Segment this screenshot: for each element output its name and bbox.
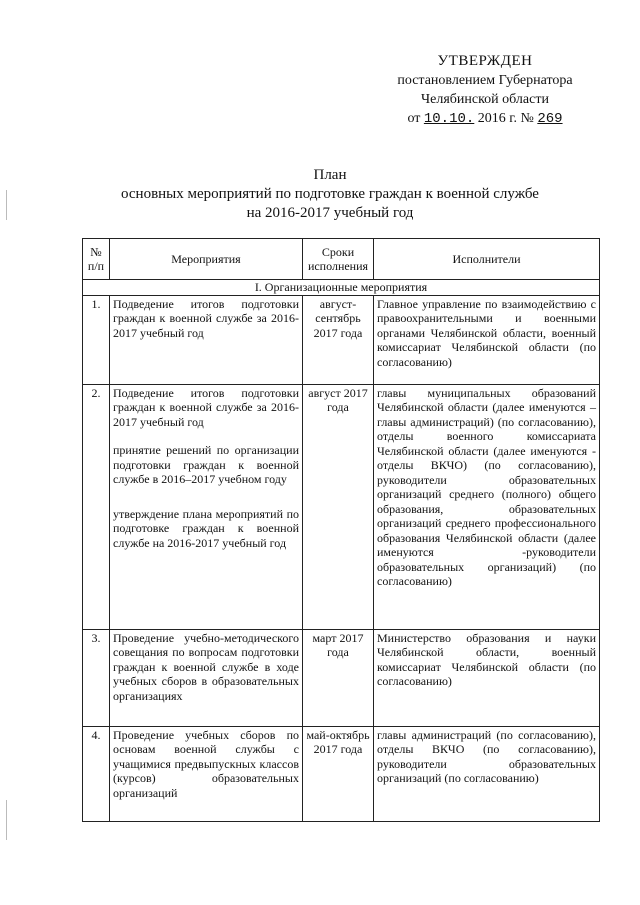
- approval-year-label: 2016 г. №: [477, 111, 534, 126]
- row-event: утверждение плана мероприятий по подготовке граждан к военной службе на 2016-2017 учебный год: [113, 506, 299, 550]
- approval-date-prefix: от: [407, 111, 421, 126]
- row-event: Подведение итогов подготовки граждан к военной службе за 2016-2017 учебный год: [110, 295, 303, 384]
- plan-subtitle-2: на 2016-2017 учебный год: [246, 205, 414, 221]
- row-executors: Министерство образования и науки Челябинской области, военный комиссариат Челябинской области (по согласованию): [374, 629, 600, 726]
- section-row: [83, 280, 600, 296]
- row-term: май-октябрь 2017 года: [303, 726, 374, 821]
- table-row: [83, 295, 600, 384]
- approval-number: 269: [537, 111, 563, 127]
- row-term: март 2017 года: [303, 629, 374, 726]
- plan-title: План: [313, 167, 347, 183]
- header-terms: Сроки исполнения: [303, 239, 374, 280]
- table-row: [83, 726, 600, 821]
- approval-line-1: постановлением Губернатора: [397, 73, 573, 88]
- row-term: август-сентябрь 2017 года: [303, 295, 374, 384]
- scan-margin-mark: [6, 190, 7, 220]
- row-event: Проведение учебных сборов по основам военной службы с учащимися предвыпускных классов (курсов) образовательных организаций: [110, 726, 303, 821]
- table-row: [83, 384, 600, 629]
- row-executors: Главное управление по взаимодействию с правоохранительными и военными органами Челябинской области, военный комиссариат Челябинской области (по согласованию): [374, 295, 600, 384]
- row-number: 3.: [83, 629, 110, 726]
- approval-line-2: Челябинской области: [421, 92, 549, 107]
- header-events: Мероприятия: [110, 239, 303, 280]
- row-events: [110, 384, 303, 629]
- plan-heading: [80, 166, 580, 223]
- table-row: [83, 629, 600, 726]
- header-number: № п/п: [83, 239, 110, 280]
- plan-subtitle-1: основных мероприятий по подготовке граждан к военной службе: [121, 186, 539, 202]
- header-executors: Исполнители: [374, 239, 600, 280]
- approval-date: 10.10.: [423, 111, 475, 127]
- approval-heading: УТВЕРЖДЕН: [437, 53, 533, 69]
- row-event: принятие решений по организации подготовки граждан к военной службе в 2016–2017 учебном году: [113, 443, 299, 486]
- row-executors: главы администраций (по согласованию), отделы ВКЧО (по согласованию), руководители образовательных организаций (по согласованию): [374, 726, 600, 821]
- row-event: Подведение итогов подготовки граждан к военной службе за 2016-2017 учебный год: [113, 385, 299, 429]
- section-title: I. Организационные мероприятия: [83, 280, 600, 296]
- approval-stamp: [380, 52, 590, 129]
- plan-table: [82, 238, 600, 822]
- row-event: Проведение учебно-методического совещания по вопросам подготовки граждан к военной службе в ходе учебных сборов в образовательных организациях: [110, 629, 303, 726]
- approval-date-line: [380, 109, 590, 129]
- row-number: 2.: [83, 384, 110, 629]
- row-executors: главы муниципальных образований Челябинской области (далее именуются – главы администраций) (по согласованию), отделы военного комиссариата Челябинской области (далее именуются - отделы ВКЧО) (по согласованию), руководители образовательных организаций среднего (полного) общего образования, образовательных организаций среднего профессионального образования Челябинской области (далее именуются -руководители образовательных организаций) (по согласованию): [374, 384, 600, 629]
- table-header-row: [83, 239, 600, 280]
- row-term: август 2017 года: [303, 384, 374, 629]
- scan-margin-mark: [6, 800, 7, 840]
- row-number: 4.: [83, 726, 110, 821]
- row-number: 1.: [83, 295, 110, 384]
